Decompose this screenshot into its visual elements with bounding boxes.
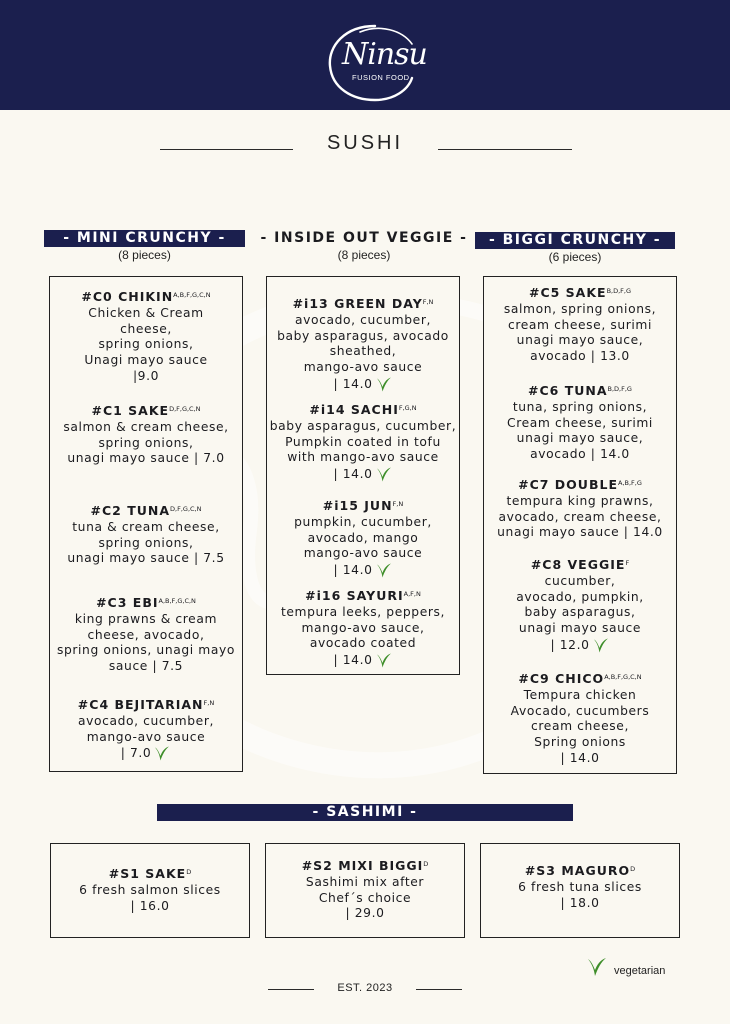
item-allergens: A,B,F,G,C,N [158,597,196,605]
item-code: #C7 DOUBLE [518,477,618,492]
menu-box-sashimi-2 [265,843,465,938]
title-rule-left [160,149,293,150]
item-description-line [484,431,676,447]
item-allergens: F,N [422,298,434,306]
item-code: #C9 CHICO [518,671,605,686]
leaf-icon [592,637,610,654]
item-heading [50,403,242,420]
item-description-line [50,322,242,338]
item-text: | 29.0 [345,906,385,921]
item-description-line [50,714,242,730]
item-text: 6 fresh salmon slices [79,882,221,897]
section-title-mini-crunchy: - MINI CRUNCHY - [44,230,245,247]
item-description-line [267,621,459,637]
item-text: avocado, mango [307,530,419,545]
item-text: Sashimi mix after [305,874,425,889]
menu-item [50,595,242,675]
item-allergens: D [630,865,636,873]
menu-item [484,557,676,654]
item-description-line [267,313,459,329]
item-description-line [484,400,676,416]
item-description-line [50,353,242,369]
menu-item [267,498,459,579]
item-text: cheese, avocado, [87,627,205,642]
item-heading [50,503,242,520]
item-code: #C0 CHIKIN [81,289,174,304]
item-heading [484,557,676,574]
item-heading [51,866,249,883]
item-description-line [267,450,459,466]
leaf-icon [375,466,393,483]
item-description-line [484,704,676,720]
item-description-line [484,525,676,541]
item-text: tempura king prawns, [506,493,654,508]
item-description-line [50,520,242,536]
item-description-line [267,515,459,531]
item-allergens: F,N [203,699,215,707]
item-text: mango-avo sauce [86,729,206,744]
item-description-line [484,751,676,767]
item-description-line [484,719,676,735]
item-text: salmon & cream cheese, [63,419,229,434]
item-text: avocado | 14.0 [530,447,630,462]
item-text: | 16.0 [130,898,170,913]
item-text: Chef´s choice [318,890,412,905]
item-text: avocado coated [309,636,417,651]
item-allergens: A,B,F,G,C,N [604,673,642,681]
item-text: mango-avo sauce [303,546,423,561]
item-text: Tempura chicken [523,687,637,702]
item-description-line [484,302,676,318]
pieces-inside-out-veggie: (8 pieces) [337,248,391,262]
item-text: tuna, spring onions, [512,399,648,414]
item-text: tuna & cream cheese, [72,519,220,534]
item-heading [481,863,679,880]
item-text: unagi mayo sauce | 7.0 [67,451,225,466]
item-text: pumpkin, cucumber, [294,514,432,529]
item-text: | 14.0 [560,750,600,765]
item-description-line [266,906,464,922]
leaf-icon [375,652,393,669]
item-description-line [51,883,249,899]
item-allergens: F [625,559,630,567]
item-text: Cream cheese, surimi [507,415,653,430]
item-description-line [484,574,676,590]
item-description-line [267,329,459,345]
menu-item [481,863,679,911]
item-description-line [267,435,459,451]
item-description-line [50,306,242,322]
item-description-line [484,416,676,432]
brand-tagline: FUSION FOOD [352,73,410,82]
item-heading [484,285,676,302]
item-description-line [481,896,679,912]
menu-item [267,296,459,393]
item-text: cucumber, [544,573,616,588]
item-text: unagi mayo sauce, [516,431,644,446]
item-heading [267,588,459,605]
item-description-line [50,730,242,746]
item-text: unagi mayo sauce [518,621,642,636]
item-allergens: F,N [392,500,404,508]
footer-rule-left [268,989,314,990]
item-text: unagi mayo sauce | 7.5 [67,551,225,566]
est-label: EST. 2023 [337,982,393,994]
item-description-line [50,745,242,762]
item-description-line [267,546,459,562]
item-description-line [50,628,242,644]
item-description-line [50,659,242,675]
pieces-mini-crunchy: (8 pieces) [118,248,171,262]
menu-item [267,402,459,483]
item-code: #C1 SAKE [91,403,170,418]
item-text: mango-avo sauce, [301,620,425,635]
item-heading [50,697,242,714]
item-allergens: D [423,860,429,868]
item-code: #C6 TUNA [528,383,608,398]
item-description-line [266,891,464,907]
item-allergens: A,F,N [403,590,421,598]
item-allergens: D,F,G,C,N [170,505,202,513]
item-text: mango-avo sauce [303,360,423,375]
brand-logo [320,20,430,105]
item-code: #S3 MAGURO [524,863,631,878]
item-description-line [484,510,676,526]
menu-item [50,697,242,762]
menu-item [484,285,676,365]
item-allergens: B,D,F,G [606,287,632,295]
leaf-icon [375,562,393,579]
menu-box-sashimi-3 [480,843,680,938]
item-text: | 12.0 [550,637,590,652]
item-heading [484,671,676,688]
item-description-line [481,880,679,896]
item-description-line [50,369,242,385]
item-text: king prawns & cream [74,611,218,626]
item-description-line [267,636,459,652]
leaf-icon [375,376,393,393]
item-description-line [484,333,676,349]
item-description-line [50,612,242,628]
item-text: cream cheese, [531,719,629,734]
item-text: |9.0 [132,368,160,383]
item-description-line [484,349,676,365]
item-text: | 7.0 [120,746,152,761]
item-code: #S1 SAKE [108,866,187,881]
item-text: baby asparagus, [524,605,636,620]
item-allergens: D,F,G,C,N [169,405,201,413]
item-text: avocado, pumpkin, [516,589,644,604]
item-allergens: A,B,F,G [618,479,642,487]
menu-item [267,588,459,669]
menu-box-inside-out-veggie [266,276,460,675]
item-text: | 18.0 [560,895,600,910]
menu-box-biggi-crunchy [483,276,677,774]
page-title: SUSHI [326,132,404,154]
item-text: tempura leeks, peppers, [280,604,446,619]
menu-item [50,503,242,567]
item-code: #i15 JUN [322,498,393,513]
item-text: avocado, cucumber, [77,713,214,728]
item-allergens: F,G,N [398,404,417,412]
item-text: Unagi mayo sauce [84,353,208,368]
item-heading [484,383,676,400]
item-heading [484,477,676,494]
item-heading [267,498,459,515]
menu-item [484,671,676,767]
item-allergens: D [186,868,192,876]
item-description-line [267,562,459,579]
item-description-line [50,436,242,452]
section-title-inside-out-veggie: - INSIDE OUT VEGGIE - [260,230,468,246]
item-allergens: A,B,F,G,C,N [173,291,211,299]
item-description-line [50,337,242,353]
item-text: sauce | 7.5 [108,659,184,674]
item-description-line [267,419,459,435]
item-description-line [267,466,459,483]
item-code: #i13 GREEN DAY [292,296,423,311]
item-text: unagi mayo sauce, [516,333,644,348]
item-heading [50,289,242,306]
item-code: #C8 VEGGIE [530,557,626,572]
item-heading [267,296,459,313]
item-text: cheese, [120,321,172,336]
item-text: | 14.0 [333,563,373,578]
item-allergens: B,D,F,G [607,385,632,393]
item-description-line [50,420,242,436]
item-heading [266,858,464,875]
item-text: avocado, cucumber, [294,312,431,327]
item-text: | 14.0 [333,376,373,391]
item-text: sheathed, [329,344,397,359]
leaf-icon [586,956,608,978]
item-description-line [484,605,676,621]
menu-box-mini-crunchy [49,276,243,772]
menu-item [51,866,249,914]
item-description-line [51,899,249,915]
item-text: baby asparagus, cucumber, [269,418,457,433]
menu-item [50,403,242,467]
item-description-line [484,637,676,654]
brand-name: Ninsu [342,37,427,72]
item-code: #C2 TUNA [90,503,171,518]
item-text: avocado | 13.0 [530,349,630,364]
item-text: spring onions, [98,435,194,450]
header-bar [0,0,730,110]
menu-item [266,858,464,922]
item-text: Pumpkin coated in tofu [285,434,441,449]
item-code: #C5 SAKE [528,285,607,300]
item-text: avocado, cream cheese, [498,509,662,524]
item-description-line [50,551,242,567]
section-title-sashimi: - SASHIMI - [157,804,573,821]
item-code: #i14 SACHI [309,402,399,417]
item-description-line [267,360,459,376]
item-text: unagi mayo sauce | 14.0 [497,525,663,540]
item-text: salmon, spring onions, [503,301,657,316]
item-description-line [266,875,464,891]
item-description-line [267,531,459,547]
item-description-line [484,494,676,510]
item-description-line [50,451,242,467]
item-text: Spring onions [534,735,626,750]
item-heading [267,402,459,419]
item-code: #C3 EBI [96,595,159,610]
item-description-line [267,605,459,621]
item-text: cream cheese, surimi [507,317,653,332]
section-title-biggi-crunchy: - BIGGI CRUNCHY - [475,232,675,249]
item-description-line [484,621,676,637]
menu-box-sashimi-1 [50,843,250,938]
item-text: spring onions, unagi mayo [56,643,236,658]
item-text: Avocado, cucumbers [510,703,650,718]
footer-rule-right [416,989,462,990]
legend-label: vegetarian [614,965,666,977]
menu-item [484,477,676,541]
item-description-line [484,735,676,751]
item-text: Chicken & Cream [88,305,204,320]
item-description-line [267,652,459,669]
item-description-line [267,376,459,393]
item-heading [50,595,242,612]
item-text: | 14.0 [333,467,373,482]
item-text: with mango-avo sauce [287,450,439,465]
item-description-line [484,688,676,704]
item-code: #S2 MIXI BIGGI [301,858,424,873]
title-rule-right [438,149,572,150]
item-text: 6 fresh tuna slices [518,879,642,894]
item-description-line [50,643,242,659]
pieces-biggi-crunchy: (6 pieces) [548,250,602,264]
item-description-line [484,447,676,463]
item-text: spring onions, [98,535,194,550]
menu-item [484,383,676,463]
item-description-line [50,536,242,552]
item-code: #i16 SAYURI [305,588,404,603]
menu-item [50,289,242,385]
leaf-icon [153,745,171,762]
item-text: spring onions, [98,337,194,352]
item-description-line [267,344,459,360]
item-description-line [484,590,676,606]
item-description-line [484,318,676,334]
item-text: | 14.0 [333,653,373,668]
item-text: baby asparagus, avocado [277,328,449,343]
item-code: #C4 BEJITARIAN [77,697,204,712]
